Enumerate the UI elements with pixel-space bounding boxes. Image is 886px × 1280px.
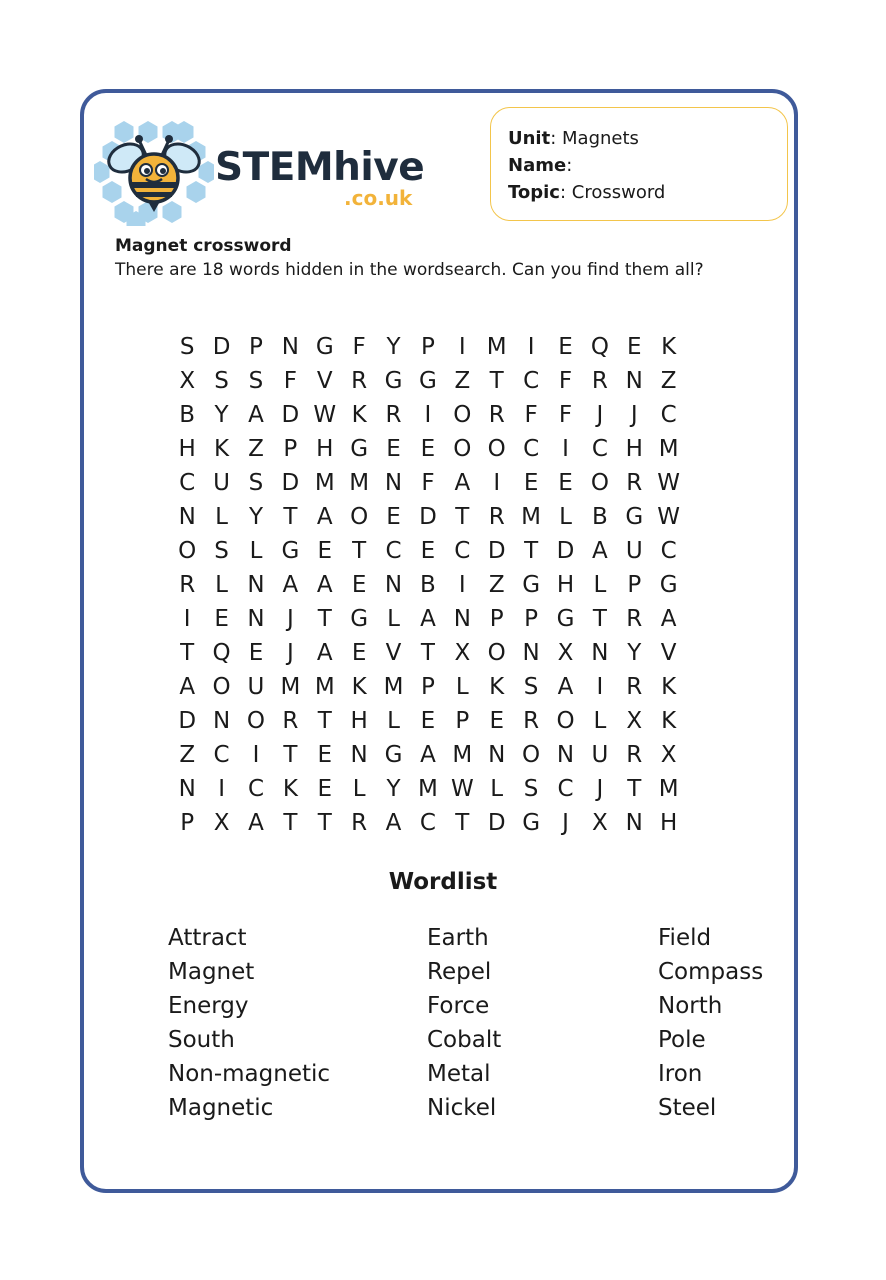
grid-letter[interactable]: X <box>213 810 230 836</box>
wordlist-column-3 <box>658 921 763 1125</box>
grid-letter[interactable]: E <box>523 470 539 496</box>
grid-letter[interactable]: Z <box>660 368 677 394</box>
grid-letter[interactable]: Y <box>386 334 401 360</box>
grid-row <box>170 738 686 772</box>
grid-row <box>170 772 686 806</box>
grid-letter[interactable]: M <box>383 674 404 700</box>
wordlist-item: Magnet <box>168 959 255 985</box>
wordlist-title: Wordlist <box>388 869 498 895</box>
grid-letter[interactable]: E <box>558 334 573 360</box>
grid-letter[interactable]: T <box>352 538 367 564</box>
grid-letter[interactable]: Z <box>454 368 471 394</box>
grid-letter[interactable]: R <box>351 368 368 394</box>
grid-letter[interactable]: M <box>658 436 679 462</box>
grid-letter[interactable]: A <box>660 606 677 632</box>
wordlist-item: Metal <box>427 1061 491 1087</box>
wordlist-item: Non-magnetic <box>168 1061 331 1087</box>
name-row <box>508 152 787 179</box>
grid-letter[interactable]: I <box>562 436 569 462</box>
grid-letter[interactable]: F <box>352 334 366 360</box>
grid-letter[interactable]: E <box>386 504 401 530</box>
grid-letter[interactable]: S <box>523 674 539 700</box>
grid-letter[interactable]: D <box>212 334 231 360</box>
wordlist-item: Attract <box>168 925 247 951</box>
topic-row <box>508 179 787 206</box>
wordlist-item: Compass <box>658 959 764 985</box>
grid-letter[interactable]: S <box>248 368 264 394</box>
wordlist-item: Steel <box>658 1095 717 1121</box>
grid-letter[interactable]: O <box>522 742 541 768</box>
grid-letter[interactable]: J <box>596 776 604 802</box>
honeycomb-cell <box>199 161 215 183</box>
grid-letter[interactable]: D <box>281 402 300 428</box>
grid-letter[interactable]: T <box>420 640 435 666</box>
grid-letter[interactable]: A <box>592 538 608 564</box>
grid-row <box>170 364 686 398</box>
grid-letter[interactable]: O <box>453 436 472 462</box>
grid-letter[interactable]: N <box>384 470 403 496</box>
grid-letter[interactable]: M <box>486 334 507 360</box>
grid-letter[interactable]: G <box>384 742 403 768</box>
grid-letter[interactable]: R <box>626 674 643 700</box>
name-value: : <box>566 155 573 176</box>
grid-letter[interactable]: M <box>314 470 335 496</box>
grid-letter[interactable]: E <box>351 572 367 598</box>
grid-letter[interactable]: L <box>455 674 469 700</box>
grid-letter[interactable]: D <box>487 810 506 836</box>
grid-letter[interactable]: T <box>317 606 332 632</box>
grid-letter[interactable]: X <box>557 640 574 666</box>
grid-letter[interactable]: C <box>557 776 574 802</box>
honeycomb-cell <box>103 181 122 203</box>
topic-label: Topic <box>508 182 560 203</box>
grid-letter[interactable]: T <box>455 504 470 530</box>
grid-letter[interactable]: W <box>657 504 681 530</box>
grid-letter[interactable]: U <box>591 742 609 768</box>
grid-letter[interactable]: A <box>316 572 333 598</box>
grid-row <box>170 670 686 704</box>
grid-letter[interactable]: G <box>659 572 678 598</box>
brand-name: STEMhive <box>215 145 425 190</box>
grid-letter[interactable]: D <box>487 538 506 564</box>
grid-letter[interactable]: M <box>658 776 679 802</box>
grid-letter[interactable]: R <box>626 470 643 496</box>
grid-letter[interactable]: T <box>283 810 298 836</box>
grid-letter[interactable]: I <box>183 606 191 632</box>
grid-letter[interactable]: H <box>350 708 368 734</box>
grid-letter[interactable]: T <box>455 810 470 836</box>
grid-letter[interactable]: I <box>458 334 466 360</box>
grid-letter[interactable]: X <box>179 368 196 394</box>
grid-letter[interactable]: C <box>213 742 230 768</box>
grid-letter[interactable]: X <box>454 640 471 666</box>
grid-letter[interactable]: W <box>657 470 681 496</box>
grid-letter[interactable]: A <box>316 640 333 666</box>
grid-letter[interactable]: F <box>524 402 538 428</box>
wordlist-item: Force <box>427 993 490 1019</box>
grid-letter[interactable]: C <box>247 776 264 802</box>
unit-value: : Magnets <box>550 128 639 149</box>
grid-letter[interactable]: S <box>179 334 195 360</box>
honeycomb-cell <box>163 201 182 223</box>
grid-letter[interactable]: Y <box>627 640 642 666</box>
grid-letter[interactable]: C <box>454 538 471 564</box>
wordlist-item: Nickel <box>427 1095 497 1121</box>
grid-letter[interactable]: H <box>556 572 575 598</box>
grid-letter[interactable]: R <box>626 742 643 768</box>
grid-letter[interactable]: I <box>527 334 535 360</box>
grid-letter[interactable]: L <box>387 606 400 632</box>
worksheet-info-box <box>490 107 788 221</box>
grid-letter[interactable]: L <box>593 572 607 598</box>
grid-letter[interactable]: O <box>556 708 575 734</box>
grid-letter[interactable]: A <box>420 606 436 632</box>
grid-letter[interactable]: I <box>458 572 466 598</box>
grid-letter[interactable]: M <box>521 504 542 530</box>
grid-letter[interactable]: I <box>218 776 225 802</box>
wordlist-item: Repel <box>427 959 492 985</box>
grid-letter[interactable]: C <box>419 810 436 836</box>
grid-letter[interactable]: V <box>660 640 677 666</box>
grid-letter[interactable]: T <box>592 606 607 632</box>
grid-letter[interactable]: H <box>625 436 643 462</box>
grid-letter[interactable]: O <box>487 640 506 666</box>
grid-letter[interactable]: Z <box>248 436 264 462</box>
wordlist-item: Field <box>658 925 712 951</box>
grid-letter[interactable]: M <box>280 674 301 700</box>
grid-letter[interactable]: Z <box>488 572 505 598</box>
wordlist-item: South <box>168 1027 235 1053</box>
grid-letter[interactable]: A <box>420 742 436 768</box>
grid-letter[interactable]: T <box>180 640 195 666</box>
grid-letter[interactable]: W <box>313 402 337 428</box>
grid-letter[interactable]: C <box>591 436 608 462</box>
wordlist-item: Magnetic <box>168 1095 274 1121</box>
grid-letter[interactable]: N <box>625 810 643 836</box>
brand-domain: .co.uk <box>344 186 413 210</box>
grid-letter[interactable]: L <box>249 538 263 564</box>
grid-letter[interactable]: X <box>592 810 608 836</box>
grid-letter[interactable]: E <box>420 708 436 734</box>
grid-letter[interactable]: C <box>385 538 402 564</box>
grid-letter[interactable]: N <box>178 504 196 530</box>
grid-letter[interactable]: Y <box>248 504 263 530</box>
grid-letter[interactable]: R <box>351 810 368 836</box>
wordlist-column-2 <box>427 921 501 1125</box>
grid-letter[interactable]: G <box>522 572 541 598</box>
grid-letter[interactable]: O <box>453 402 472 428</box>
grid-letter[interactable]: T <box>283 504 298 530</box>
wordlist-item: Cobalt <box>427 1027 502 1053</box>
grid-letter[interactable]: S <box>523 776 539 802</box>
grid-row <box>170 330 686 364</box>
unit-row <box>508 125 787 152</box>
grid-letter[interactable]: M <box>418 776 438 802</box>
grid-letter[interactable]: F <box>558 402 573 428</box>
wordlist-column-1 <box>168 921 330 1125</box>
grid-letter[interactable]: R <box>523 708 540 734</box>
grid-letter[interactable]: O <box>178 538 197 564</box>
grid-letter[interactable]: G <box>315 334 334 360</box>
grid-letter[interactable]: L <box>387 708 400 734</box>
grid-letter[interactable]: K <box>351 674 367 700</box>
wordsearch-grid <box>170 330 686 840</box>
stemhive-logo <box>94 118 444 226</box>
grid-letter[interactable]: I <box>596 674 604 700</box>
grid-letter[interactable]: T <box>489 368 504 394</box>
grid-letter[interactable]: A <box>385 810 402 836</box>
grid-letter[interactable]: D <box>281 470 300 496</box>
grid-letter[interactable]: M <box>452 742 473 768</box>
grid-row <box>170 568 686 602</box>
grid-letter[interactable]: F <box>421 470 435 496</box>
grid-letter[interactable]: R <box>385 402 402 428</box>
grid-letter[interactable]: E <box>351 640 367 666</box>
grid-row <box>170 806 686 840</box>
grid-letter[interactable]: K <box>351 402 367 428</box>
grid-letter[interactable]: J <box>596 402 604 428</box>
grid-letter[interactable]: S <box>214 538 229 564</box>
grid-letter[interactable]: L <box>593 708 607 734</box>
grid-letter[interactable]: G <box>384 368 403 394</box>
grid-letter[interactable]: J <box>562 810 569 836</box>
grid-letter[interactable]: N <box>281 334 299 360</box>
grid-letter[interactable]: A <box>282 572 299 598</box>
grid-letter[interactable]: X <box>660 742 677 768</box>
grid-letter[interactable]: V <box>316 368 333 394</box>
grid-row <box>170 500 686 534</box>
grid-letter[interactable]: P <box>249 334 263 360</box>
grid-letter[interactable]: G <box>556 606 575 632</box>
grid-letter[interactable]: A <box>179 674 196 700</box>
grid-letter[interactable]: K <box>282 776 298 802</box>
grid-letter[interactable]: O <box>246 708 266 734</box>
grid-letter[interactable]: E <box>386 436 401 462</box>
grid-letter[interactable]: G <box>350 436 369 462</box>
grid-letter[interactable]: N <box>178 776 196 802</box>
name-label: Name <box>508 155 567 176</box>
grid-letter[interactable]: N <box>350 742 368 768</box>
unit-label: Unit <box>508 128 551 149</box>
grid-letter[interactable]: D <box>419 504 437 530</box>
grid-letter[interactable]: R <box>282 708 299 734</box>
grid-letter[interactable]: J <box>630 402 638 428</box>
grid-letter[interactable]: D <box>556 538 575 564</box>
grid-letter[interactable]: N <box>556 742 575 768</box>
grid-letter[interactable]: N <box>453 606 471 632</box>
grid-letter[interactable]: N <box>488 742 506 768</box>
grid-letter[interactable]: K <box>489 674 505 700</box>
bee-logo-icon <box>94 118 214 226</box>
grid-letter[interactable]: T <box>317 810 332 836</box>
grid-letter[interactable]: V <box>385 640 402 666</box>
grid-letter[interactable]: P <box>489 606 504 632</box>
wordlist-item: Pole <box>658 1027 706 1053</box>
grid-letter[interactable]: E <box>627 334 642 360</box>
topic-value: : Crossword <box>559 182 666 203</box>
grid-letter[interactable]: P <box>420 334 435 360</box>
grid-letter[interactable]: N <box>247 606 265 632</box>
grid-letter[interactable]: P <box>455 708 470 734</box>
page-title: Magnet crossword <box>115 236 292 256</box>
grid-letter[interactable]: E <box>489 708 504 734</box>
honeycomb-cell <box>115 121 134 143</box>
grid-letter[interactable]: N <box>384 572 403 598</box>
grid-letter[interactable]: P <box>627 572 642 598</box>
grid-letter[interactable]: M <box>314 674 335 700</box>
grid-letter[interactable]: Q <box>590 334 609 360</box>
grid-letter[interactable]: C <box>179 470 196 496</box>
grid-letter[interactable]: B <box>591 504 608 530</box>
grid-row <box>170 534 686 568</box>
grid-letter[interactable]: L <box>215 572 228 598</box>
grid-letter[interactable]: R <box>591 368 608 394</box>
grid-letter[interactable]: N <box>212 708 231 734</box>
grid-letter[interactable]: F <box>558 368 573 394</box>
grid-letter[interactable]: J <box>286 640 294 666</box>
grid-letter[interactable]: K <box>661 674 677 700</box>
grid-letter[interactable]: L <box>215 504 228 530</box>
honeycomb-cell <box>187 181 206 203</box>
grid-letter[interactable]: E <box>420 436 436 462</box>
grid-letter[interactable]: E <box>214 606 229 632</box>
grid-letter[interactable]: O <box>590 470 609 496</box>
grid-letter[interactable]: T <box>283 742 298 768</box>
grid-row <box>170 432 686 466</box>
grid-letter[interactable]: C <box>660 538 677 564</box>
grid-letter[interactable]: G <box>419 368 437 394</box>
grid-letter[interactable]: X <box>626 708 643 734</box>
grid-letter[interactable]: U <box>247 674 265 700</box>
grid-letter[interactable]: I <box>424 402 432 428</box>
grid-letter[interactable]: Q <box>212 640 231 666</box>
grid-letter[interactable]: N <box>522 640 540 666</box>
grid-row <box>170 466 686 500</box>
grid-row <box>170 602 686 636</box>
grid-letter[interactable]: P <box>180 810 195 836</box>
grid-letter[interactable]: R <box>179 572 196 598</box>
instructions-text: There are 18 words hidden in the wordsearch. Can you find them all? <box>115 260 704 280</box>
grid-letter[interactable]: D <box>178 708 197 734</box>
grid-letter[interactable]: S <box>248 470 264 496</box>
grid-letter[interactable]: S <box>214 368 229 394</box>
grid-letter[interactable]: T <box>317 708 332 734</box>
grid-row <box>170 636 686 670</box>
grid-letter[interactable]: N <box>625 368 643 394</box>
wordlist-item: Iron <box>658 1061 703 1087</box>
grid-letter[interactable]: F <box>283 368 297 394</box>
grid-letter[interactable]: B <box>179 402 196 428</box>
grid-letter[interactable]: A <box>316 504 333 530</box>
grid-letter[interactable]: H <box>660 810 678 836</box>
grid-letter[interactable]: P <box>283 436 298 462</box>
grid-letter[interactable]: P <box>420 674 435 700</box>
grid-letter[interactable]: N <box>591 640 609 666</box>
grid-letter[interactable]: A <box>557 674 574 700</box>
grid-letter[interactable]: P <box>524 606 539 632</box>
grid-letter[interactable]: R <box>626 606 643 632</box>
grid-letter[interactable]: R <box>488 504 505 530</box>
grid-letter[interactable]: K <box>661 708 677 734</box>
wordlist-item: Earth <box>427 925 489 951</box>
grid-letter[interactable]: G <box>350 606 369 632</box>
wordlist-item: Energy <box>168 993 249 1019</box>
grid-letter[interactable]: G <box>625 504 644 530</box>
grid-letter[interactable]: M <box>349 470 370 496</box>
grid-row <box>170 398 686 432</box>
grid-letter[interactable]: H <box>316 436 334 462</box>
grid-letter[interactable]: T <box>524 538 539 564</box>
grid-letter[interactable]: I <box>252 742 260 768</box>
grid-letter[interactable]: A <box>248 810 264 836</box>
grid-letter[interactable]: A <box>454 470 471 496</box>
honeycomb-cell <box>94 161 110 183</box>
grid-letter[interactable]: U <box>625 538 643 564</box>
grid-letter[interactable]: Y <box>214 402 229 428</box>
grid-letter[interactable]: A <box>248 402 264 428</box>
grid-letter[interactable]: R <box>488 402 505 428</box>
grid-letter[interactable]: N <box>247 572 265 598</box>
grid-letter[interactable]: L <box>490 776 504 802</box>
grid-letter[interactable]: C <box>660 402 677 428</box>
grid-letter[interactable]: W <box>450 776 474 802</box>
grid-letter[interactable]: C <box>523 368 540 394</box>
grid-letter[interactable]: E <box>248 640 264 666</box>
grid-letter[interactable]: T <box>627 776 642 802</box>
grid-letter[interactable]: E <box>558 470 573 496</box>
grid-letter[interactable]: I <box>493 470 501 496</box>
grid-letter[interactable]: U <box>213 470 230 496</box>
grid-letter[interactable]: K <box>661 334 677 360</box>
grid-letter[interactable]: L <box>352 776 366 802</box>
grid-letter[interactable]: Y <box>386 776 401 802</box>
grid-letter[interactable]: K <box>214 436 230 462</box>
grid-letter[interactable]: C <box>523 436 540 462</box>
wordlist-item: North <box>658 993 723 1019</box>
grid-letter[interactable]: Z <box>179 742 196 768</box>
grid-letter[interactable]: E <box>317 538 333 564</box>
grid-letter[interactable]: J <box>286 606 294 632</box>
grid-letter[interactable]: O <box>350 504 369 530</box>
grid-letter[interactable]: L <box>559 504 572 530</box>
grid-letter[interactable]: B <box>420 572 436 598</box>
grid-letter[interactable]: O <box>212 674 231 700</box>
grid-letter[interactable]: H <box>178 436 196 462</box>
grid-letter[interactable]: E <box>420 538 436 564</box>
grid-letter[interactable]: E <box>317 776 333 802</box>
grid-letter[interactable]: G <box>281 538 300 564</box>
grid-letter[interactable]: O <box>487 436 506 462</box>
grid-row <box>170 704 686 738</box>
grid-letter[interactable]: E <box>317 742 333 768</box>
grid-letter[interactable]: G <box>522 810 541 836</box>
